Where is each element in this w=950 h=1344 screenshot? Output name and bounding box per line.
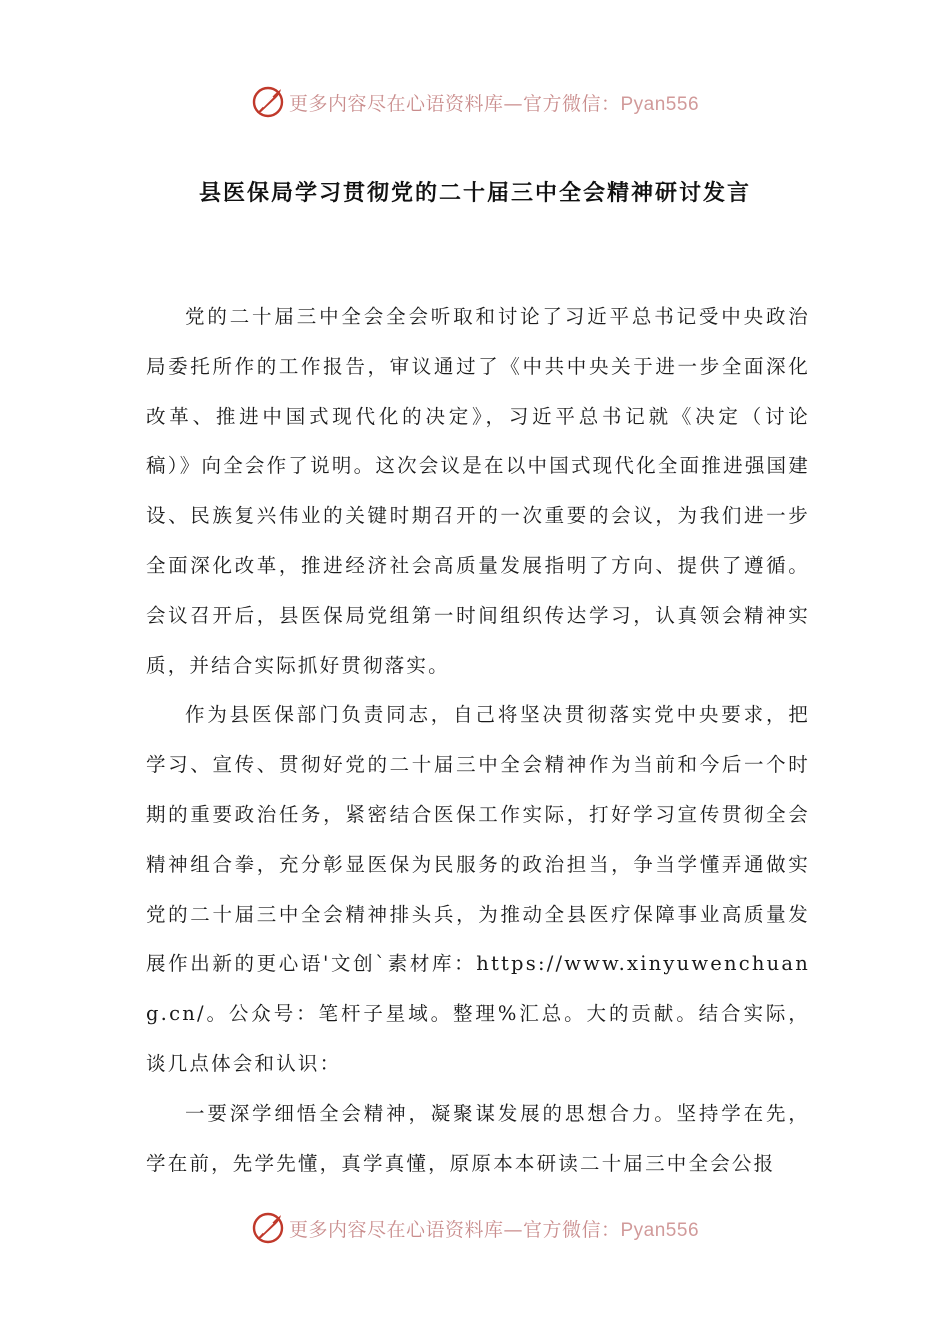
- banner-text: [289, 1215, 699, 1242]
- banner-text: [289, 89, 699, 116]
- paragraph-3: 一要深学细悟全会精神，凝聚谋发展的思想合力。坚持学在先，学在前，先学先懂，真学真懂，原原本本研读二十届三中全会公报: [146, 1101, 810, 1175]
- wechat-id: Pyan556: [620, 93, 700, 115]
- paragraph-1: 党的二十届三中全会全会听取和讨论了习近平总书记受中央政治局委托所作的工作报告，审议通过了《中共中央关于进一步全面深化改革、推进中国式现代化的决定》，习近平总书记就《决定（讨论稿）》向全会作了说明。这次会议是在以中国式现代化全面推进强国建设、民族复兴伟业的关键时期召开的一次重要的会议，为我们进一步全面深化改革，推进经济社会高质量发展指明了方向、提供了遵循。会议召开后，县医保局党组第一时间组织传达学习，认真领会精神实质，并结合实际抓好贯彻落实。: [146, 305, 810, 677]
- banner-label: 更多内容尽在心语资料库—官方微信：: [288, 92, 621, 115]
- document-body: [146, 292, 810, 1188]
- document-title: 县医保局学习贯彻党的二十届三中全会精神研讨发言: [198, 180, 751, 206]
- paragraph-2: 作为县医保部门负责同志，自己将坚决贯彻落实党中央要求，把学习、宣传、贯彻好党的二十届三中全会精神作为当前和今后一个时期的重要政治任务，紧密结合医保工作实际，打好学习宣传贯彻全会精神组合拳，充分彰显医保为民服务的政治担当，争当学懂弄通做实党的二十届三中全会精神排头兵，为推动全县医疗保障事业高质量发展作出新的更心语'文创`素材库：https://www.xinyuwenchuang.cn/。公众号：笔杆子星域。整理%汇总。大的贡献。结合实际，谈几点体会和认识：: [146, 703, 810, 1075]
- quill-pen-logo-icon: [251, 85, 285, 119]
- footer-banner: [0, 1208, 950, 1248]
- header-banner: [0, 82, 950, 122]
- banner-label: 更多内容尽在心语资料库—官方微信：: [288, 1218, 621, 1241]
- wechat-id: Pyan556: [620, 1219, 700, 1241]
- quill-pen-logo-icon: [251, 1211, 285, 1245]
